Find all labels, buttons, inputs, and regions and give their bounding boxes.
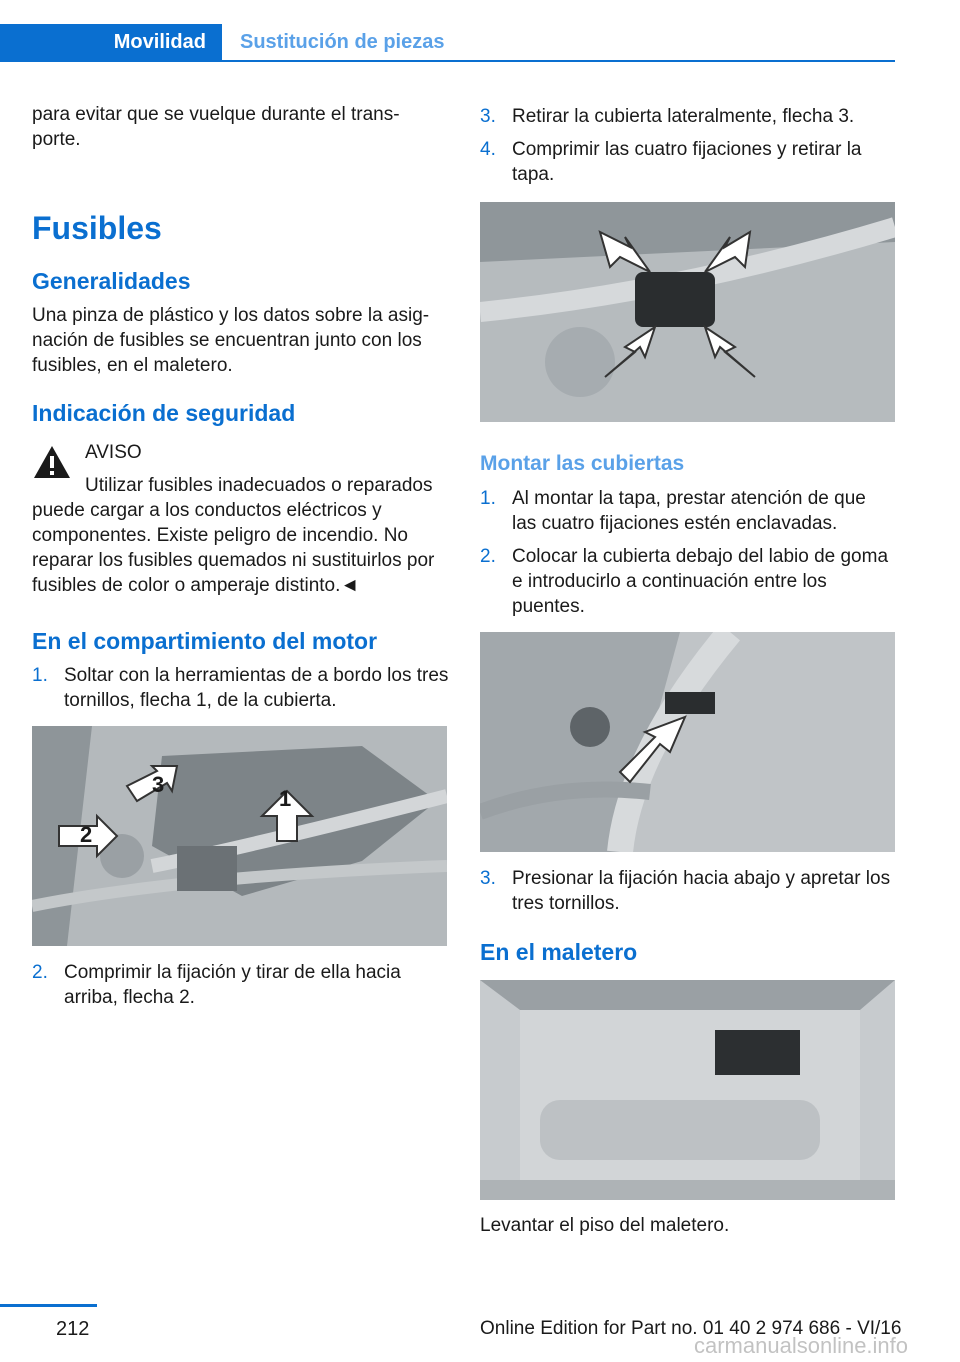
figure-label-2: 2 [80,822,93,847]
step-text: Al montar la tapa, prestar atención de que las cuatro fijaciones estén enclavadas. [512,488,866,534]
section-tab-movilidad[interactable]: Movilidad [0,24,222,60]
title-fusibles: Fusibles [32,210,162,246]
heading-motor: En el compartimiento del motor [32,628,378,654]
watermark: carmanualsonline.info [694,1333,909,1358]
step-text: Comprimir la fijación y tirar de ella hacia arriba, flecha 2. [64,962,401,1008]
step-text: Comprimir las cuatro fijaciones y retirar la tapa. [512,139,862,185]
section-tab-sustitucion[interactable]: Sustitución de piezas [240,31,445,53]
heading-generalidades: Generalidades [32,268,191,294]
figure-label-3: 3 [152,772,165,797]
fuse-cover-photo [480,202,895,422]
list-item [480,544,895,619]
intro-text: para evitar que se vuelque durante el trans‐ porte. [32,104,400,150]
step-text: Retirar la cubierta lateralmente, flecha 3. [512,106,855,127]
list-item [480,137,895,187]
step-number: 3. [480,868,496,889]
step-number: 1. [480,488,496,509]
engine-compartment-photo [32,726,447,946]
edition-text: Online Edition for Part no. 01 40 2 974 686 - VI/16 [480,1318,902,1339]
step-number: 4. [480,139,496,160]
step-number: 1. [32,665,48,686]
list-item [32,960,450,1010]
step-text: Soltar con la herramientas de a bordo los tres tornillos, flecha 1, de la cubierta. [64,665,449,711]
step-text: Presionar la fijación hacia abajo y apretar los tres tornillos. [512,868,891,914]
step-number: 2. [32,962,48,983]
page-header [0,0,895,62]
footer-rule [0,1304,97,1307]
step-number: 2. [480,546,496,567]
aviso-label: AVISO [85,442,142,463]
heading-montar: Montar las cubiertas [480,452,685,475]
aviso-text: Utilizar fusibles inadecuados o reparados puede cargar a los conductos eléctricos y componentes. Existe peligro de incendio. No reparar los fusibles quemados ni sustituirlos por fusibles de color o amperaje distinto.◄ [32,475,435,596]
generalidades-text: Una pinza de plástico y los datos sobre la asig‐ nación de fusibles se encuentran junto con los fusibles, en el maletero. [32,305,430,376]
page-number: 212 [56,1318,90,1340]
list-item [32,663,450,713]
step-text: Colocar la cubierta debajo del labio de goma e introducirlo a continuación entre los puentes. [512,546,889,617]
list-item [480,486,895,536]
cover-lip-photo [480,632,895,852]
trunk-photo [480,980,895,1200]
list-item [480,104,895,129]
heading-maletero: En el maletero [480,939,638,965]
figure-label-1: 1 [279,786,292,811]
list-item [480,866,895,916]
step-number: 3. [480,106,496,127]
maletero-text: Levantar el piso del maletero. [480,1215,730,1236]
header-rule [0,60,895,62]
heading-seguridad: Indicación de seguridad [32,400,296,426]
